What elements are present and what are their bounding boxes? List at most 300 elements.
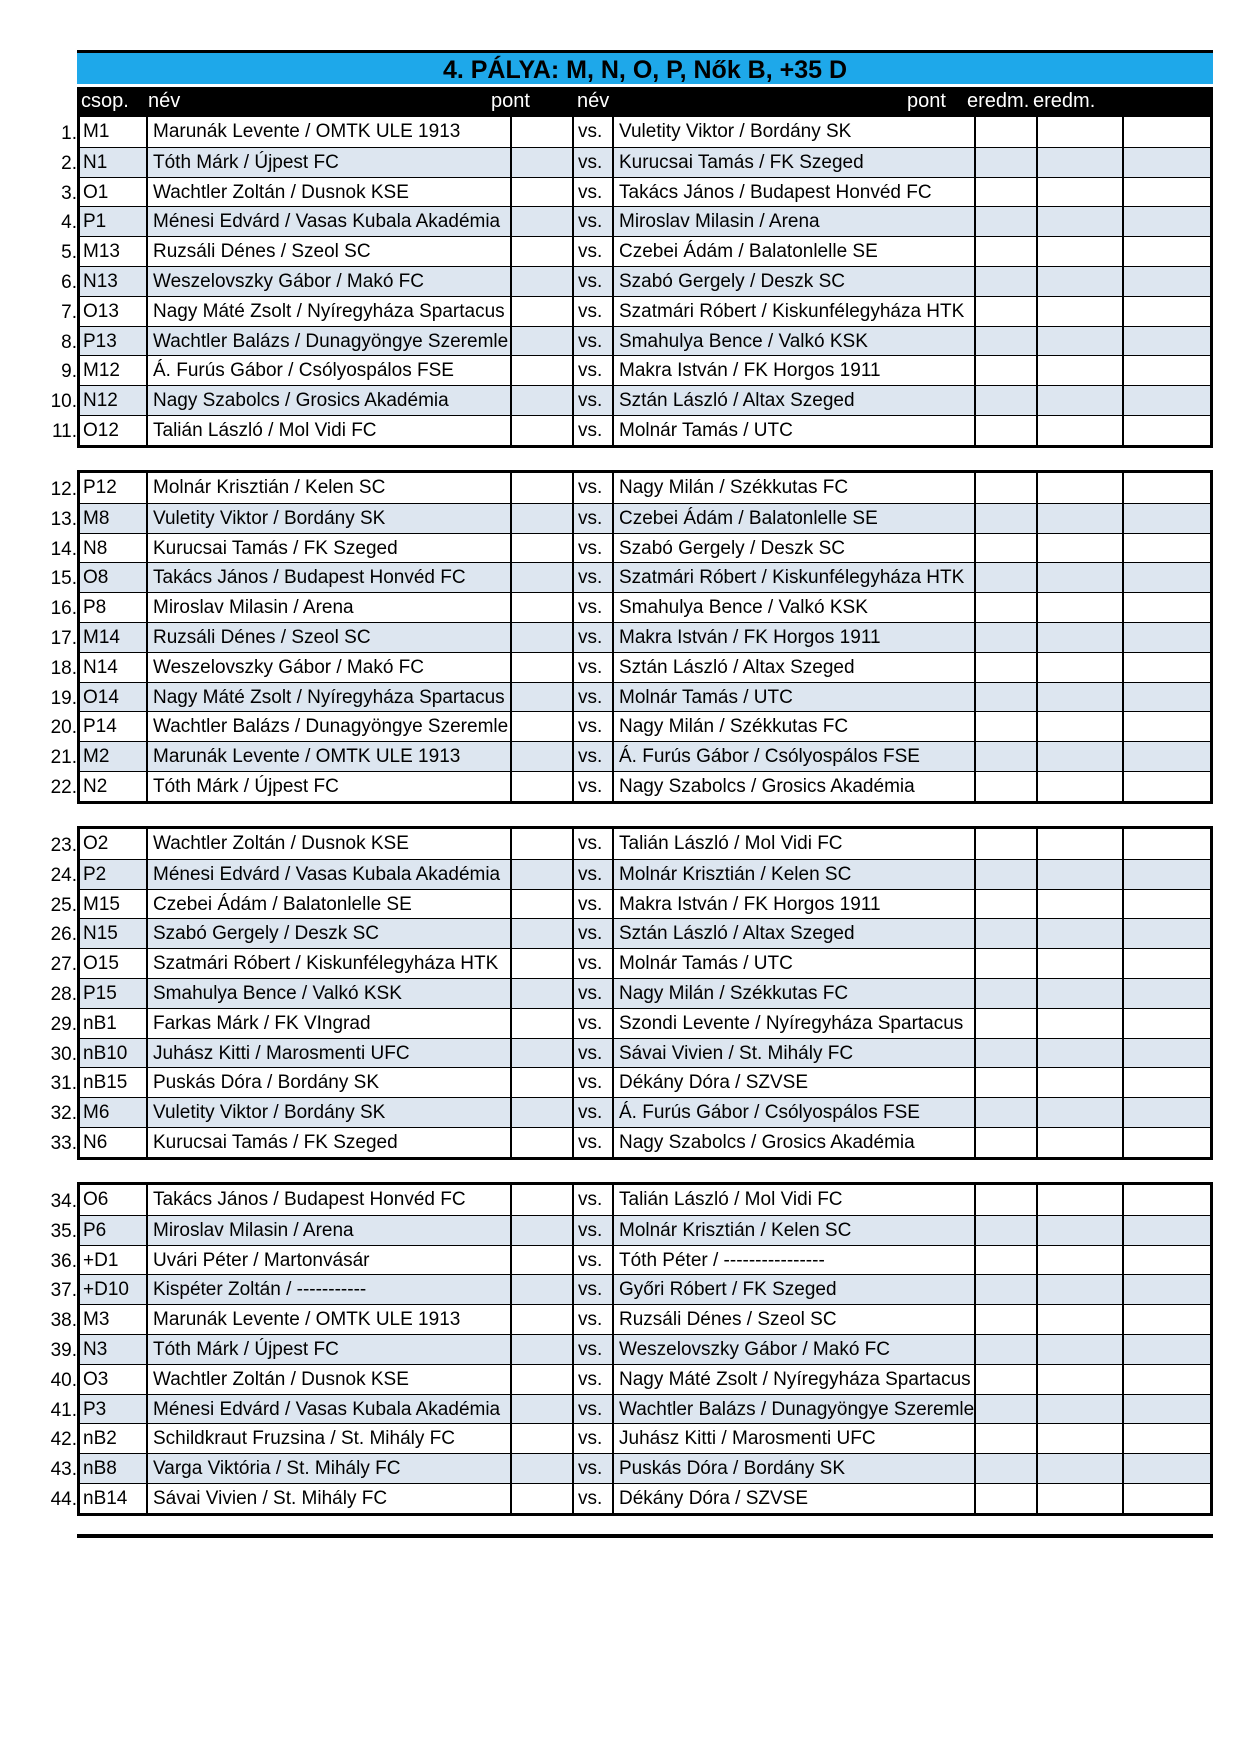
table-row [80,533,1210,563]
result-1-cell[interactable] [1036,473,1122,503]
group-cell: N13 [80,266,146,296]
group-cell: O14 [80,682,146,712]
table-row [80,1274,1210,1304]
result-1-cell[interactable] [1036,1097,1122,1127]
table-row [80,1334,1210,1364]
group-cell: M12 [80,355,146,385]
header-points-1: pont [491,90,530,112]
points-1-cell[interactable] [510,771,572,801]
result-2-cell[interactable] [1122,1185,1210,1215]
points-1-cell[interactable] [510,177,572,207]
player-1-cell: Vuletity Viktor / Bordány SK [146,503,510,533]
match-number: 35. [50,1220,77,1242]
points-1-cell[interactable] [510,948,572,978]
table-row [80,918,1210,948]
points-1-cell[interactable] [510,355,572,385]
player-2-cell: Czebei Ádám / Balatonlelle SE [612,236,974,266]
points-1-cell[interactable] [510,385,572,415]
points-1-cell[interactable] [510,147,572,177]
result-1-cell[interactable] [1036,385,1122,415]
player-1-cell: Farkas Márk / FK VIngrad [146,1008,510,1038]
points-2-cell[interactable] [974,236,1036,266]
points-1-cell[interactable] [510,592,572,622]
result-1-cell[interactable] [1036,592,1122,622]
points-2-cell[interactable] [974,206,1036,236]
group-cell: nB8 [80,1453,146,1483]
result-2-cell[interactable] [1122,266,1210,296]
points-1-cell[interactable] [510,236,572,266]
player-1-cell: Tóth Márk / Újpest FC [146,771,510,801]
player-2-cell: Á. Furús Gábor / Csólyospálos FSE [612,741,974,771]
group-cell: O8 [80,562,146,592]
points-2-cell[interactable] [974,711,1036,741]
player-2-cell: Talián László / Mol Vidi FC [612,829,974,859]
result-2-cell[interactable] [1122,533,1210,563]
result-2-cell[interactable] [1122,1394,1210,1424]
points-1-cell[interactable] [510,562,572,592]
result-2-cell[interactable] [1122,1423,1210,1453]
points-2-cell[interactable] [974,829,1036,859]
group-cell: N14 [80,652,146,682]
result-1-cell[interactable] [1036,1483,1122,1513]
player-2-cell: Szatmári Róbert / Kiskunfélegyháza HTK [612,562,974,592]
points-1-cell[interactable] [510,1334,572,1364]
player-1-cell: Tóth Márk / Újpest FC [146,147,510,177]
header-name-2: név [577,90,610,112]
result-2-cell[interactable] [1122,1038,1210,1068]
result-2-cell[interactable] [1122,1097,1210,1127]
points-2-cell[interactable] [974,1304,1036,1334]
points-1-cell[interactable] [510,266,572,296]
result-2-cell[interactable] [1122,1008,1210,1038]
points-2-cell[interactable] [974,1364,1036,1394]
points-1-cell[interactable] [510,206,572,236]
points-2-cell[interactable] [974,1423,1036,1453]
table-row [80,385,1210,415]
result-1-cell[interactable] [1036,355,1122,385]
table-row [80,622,1210,652]
points-2-cell[interactable] [974,1394,1036,1424]
points-2-cell[interactable] [974,682,1036,712]
vs-cell: vs. [572,1038,612,1068]
result-1-cell[interactable] [1036,1423,1122,1453]
table-row [80,889,1210,919]
match-number: 5. [61,242,77,264]
result-2-cell[interactable] [1122,1483,1210,1513]
match-number: 29. [50,1013,77,1035]
player-2-cell: Nagy Máté Zsolt / Nyíregyháza Spartacus [612,1364,974,1394]
match-number: 2. [61,152,77,174]
result-1-cell[interactable] [1036,266,1122,296]
header-name-1: név [148,90,181,112]
points-1-cell[interactable] [510,1274,572,1304]
result-2-cell[interactable] [1122,682,1210,712]
result-1-cell[interactable] [1036,503,1122,533]
result-1-cell[interactable] [1036,978,1122,1008]
player-2-cell: Vuletity Viktor / Bordány SK [612,117,974,147]
result-2-cell[interactable] [1122,177,1210,207]
vs-cell: vs. [572,741,612,771]
result-1-cell[interactable] [1036,1215,1122,1245]
match-number: 11. [51,421,77,442]
result-1-cell[interactable] [1036,1304,1122,1334]
points-2-cell[interactable] [974,117,1036,147]
result-1-cell[interactable] [1036,948,1122,978]
vs-cell: vs. [572,1245,612,1275]
points-1-cell[interactable] [510,622,572,652]
points-2-cell[interactable] [974,385,1036,415]
vs-cell: vs. [572,266,612,296]
points-1-cell[interactable] [510,533,572,563]
player-1-cell: Sávai Vivien / St. Mihály FC [146,1483,510,1513]
result-2-cell[interactable] [1122,859,1210,889]
match-number: 1. [61,123,77,144]
match-block [77,470,1213,804]
result-2-cell[interactable] [1122,1364,1210,1394]
group-cell: nB14 [80,1483,146,1513]
group-cell: M1 [83,121,110,142]
points-2-cell[interactable] [974,1274,1036,1304]
player-2-cell: Nagy Milán / Székkutas FC [612,978,974,1008]
points-1-cell[interactable] [510,473,572,503]
result-2-cell[interactable] [1122,592,1210,622]
result-1-cell[interactable] [1036,1127,1122,1157]
player-1-cell: Kurucsai Tamás / FK Szeged [146,533,510,563]
table-row [80,829,1210,859]
points-2-cell[interactable] [974,147,1036,177]
result-1-cell[interactable] [1036,859,1122,889]
group-cell: nB1 [80,1008,146,1038]
match-number: 44. [50,1489,77,1510]
result-2-cell[interactable] [1122,741,1210,771]
result-1-cell[interactable] [1036,1394,1122,1424]
player-1-cell: Miroslav Milasin / Arena [146,592,510,622]
result-1-cell[interactable] [1036,652,1122,682]
player-2-cell: Talián László / Mol Vidi FC [612,1185,974,1215]
result-2-cell[interactable] [1122,355,1210,385]
points-2-cell[interactable] [974,415,1036,445]
points-2-cell[interactable] [974,978,1036,1008]
result-2-cell[interactable] [1122,948,1210,978]
points-1-cell[interactable] [510,682,572,712]
match-number: 43. [50,1459,77,1481]
vs-cell: vs. [572,117,612,147]
result-2-cell[interactable] [1122,652,1210,682]
result-1-cell[interactable] [1036,682,1122,712]
player-2-cell: Szabó Gergely / Deszk SC [612,266,974,296]
points-1-cell[interactable] [510,296,572,326]
points-1-cell[interactable] [510,1008,572,1038]
table-row [80,473,1210,503]
points-2-cell[interactable] [974,503,1036,533]
result-1-cell[interactable] [1036,326,1122,356]
points-2-cell[interactable] [974,296,1036,326]
player-2-cell: Nagy Szabolcs / Grosics Akadémia [612,771,974,801]
result-1-cell[interactable] [1036,296,1122,326]
points-1-cell[interactable] [510,829,572,859]
group-cell: O3 [80,1364,146,1394]
result-1-cell[interactable] [1036,1274,1122,1304]
result-1-cell[interactable] [1036,236,1122,266]
points-1-cell[interactable] [510,711,572,741]
header-group: csop. [81,90,129,112]
player-2-cell: Dékány Dóra / SZVSE [612,1483,974,1513]
player-1-cell: Wachtler Balázs / Dunagyöngye Szeremle [146,326,510,356]
result-2-cell[interactable] [1122,296,1210,326]
match-number: 41. [50,1399,77,1421]
result-1-cell[interactable] [1036,1245,1122,1275]
result-1-cell[interactable] [1036,1008,1122,1038]
result-2-cell[interactable] [1122,503,1210,533]
table-row [80,1304,1210,1334]
points-2-cell[interactable] [974,622,1036,652]
points-1-cell[interactable] [510,1215,572,1245]
result-2-cell[interactable] [1122,562,1210,592]
player-1-cell: Kispéter Zoltán / ----------- [146,1274,510,1304]
bottom-divider [77,1534,1213,1538]
result-2-cell[interactable] [1122,326,1210,356]
points-2-cell[interactable] [974,177,1036,207]
points-1-cell[interactable] [510,1304,572,1334]
points-2-cell[interactable] [974,1245,1036,1275]
result-1-cell[interactable] [1036,562,1122,592]
result-1-cell[interactable] [1036,771,1122,801]
result-2-cell[interactable] [1122,918,1210,948]
group-cell: nB15 [80,1067,146,1097]
vs-cell: vs. [572,1067,612,1097]
points-1-cell[interactable] [510,1483,572,1513]
match-number: 14. [50,538,77,560]
table-row [80,562,1210,592]
points-2-cell[interactable] [974,771,1036,801]
result-1-cell[interactable] [1036,1453,1122,1483]
points-2-cell[interactable] [974,1334,1036,1364]
result-1-cell[interactable] [1036,415,1122,445]
player-2-cell: Takács János / Budapest Honvéd FC [612,177,974,207]
header-result-2: eredm. [1033,90,1096,112]
points-1-cell[interactable] [510,741,572,771]
result-2-cell[interactable] [1122,473,1210,503]
table-row [80,948,1210,978]
points-2-cell[interactable] [974,918,1036,948]
result-2-cell[interactable] [1122,415,1210,445]
result-2-cell[interactable] [1122,1334,1210,1364]
points-1-cell[interactable] [510,918,572,948]
points-1-cell[interactable] [510,1067,572,1097]
points-1-cell[interactable] [510,859,572,889]
vs-cell: vs. [572,918,612,948]
group-cell: P6 [80,1215,146,1245]
group-cell: P12 [83,477,117,498]
player-1-cell: Wachtler Balázs / Dunagyöngye Szeremle [146,711,510,741]
result-1-cell[interactable] [1036,741,1122,771]
vs-cell: vs. [572,533,612,563]
points-1-cell[interactable] [510,1185,572,1215]
player-2-cell: Miroslav Milasin / Arena [612,206,974,236]
group-cell: P8 [80,592,146,622]
result-1-cell[interactable] [1036,1185,1122,1215]
points-2-cell[interactable] [974,562,1036,592]
match-number: 31. [50,1073,77,1095]
player-2-cell: Czebei Ádám / Balatonlelle SE [612,503,974,533]
result-1-cell[interactable] [1036,177,1122,207]
result-2-cell[interactable] [1122,1245,1210,1275]
match-number: 32. [50,1103,77,1125]
result-2-cell[interactable] [1122,1127,1210,1157]
points-2-cell[interactable] [974,948,1036,978]
match-number: 19. [50,687,77,709]
result-2-cell[interactable] [1122,1274,1210,1304]
points-1-cell[interactable] [510,117,572,147]
group-cell: N12 [80,385,146,415]
result-2-cell[interactable] [1122,1453,1210,1483]
points-2-cell[interactable] [974,1097,1036,1127]
result-1-cell[interactable] [1036,117,1122,147]
group-cell: O15 [80,948,146,978]
result-2-cell[interactable] [1122,771,1210,801]
result-1-cell[interactable] [1036,1038,1122,1068]
result-1-cell[interactable] [1036,829,1122,859]
result-2-cell[interactable] [1122,236,1210,266]
points-2-cell[interactable] [974,1185,1036,1215]
points-2-cell[interactable] [974,1038,1036,1068]
result-2-cell[interactable] [1122,1215,1210,1245]
vs-cell: vs. [572,1008,612,1038]
result-1-cell[interactable] [1036,147,1122,177]
group-cell: N3 [80,1334,146,1364]
vs-cell: vs. [572,177,612,207]
result-2-cell[interactable] [1122,117,1210,147]
vs-cell: vs. [572,889,612,919]
player-2-cell: Sztán László / Altax Szeged [612,385,974,415]
match-number: 16. [50,598,77,620]
player-1-cell: Ruzsáli Dénes / Szeol SC [146,622,510,652]
vs-cell: vs. [572,1274,612,1304]
points-1-cell[interactable] [510,1127,572,1157]
player-2-cell: Tóth Péter / ---------------- [612,1245,974,1275]
group-cell: O6 [83,1189,109,1210]
vs-cell: vs. [572,503,612,533]
result-2-cell[interactable] [1122,978,1210,1008]
points-1-cell[interactable] [510,1364,572,1394]
result-1-cell[interactable] [1036,1364,1122,1394]
group-cell: O12 [80,415,146,445]
points-2-cell[interactable] [974,859,1036,889]
table-row [80,236,1210,266]
group-cell: P2 [80,859,146,889]
match-number: 8. [61,331,77,353]
points-2-cell[interactable] [974,266,1036,296]
player-1-cell: Szatmári Róbert / Kiskunfélegyháza HTK [146,948,510,978]
vs-cell: vs. [572,771,612,801]
points-2-cell[interactable] [974,592,1036,622]
points-2-cell[interactable] [974,473,1036,503]
result-2-cell[interactable] [1122,1067,1210,1097]
result-1-cell[interactable] [1036,889,1122,919]
match-number: 27. [50,954,77,976]
points-1-cell[interactable] [510,1245,572,1275]
match-number: 13. [50,508,77,530]
points-2-cell[interactable] [974,1127,1036,1157]
points-1-cell[interactable] [510,326,572,356]
points-2-cell[interactable] [974,889,1036,919]
points-2-cell[interactable] [974,1483,1036,1513]
points-2-cell[interactable] [974,652,1036,682]
player-2-cell: Wachtler Balázs / Dunagyöngye Szeremle [612,1394,974,1424]
result-2-cell[interactable] [1122,829,1210,859]
points-1-cell[interactable] [510,889,572,919]
table-row [80,117,1210,147]
points-1-cell[interactable] [510,503,572,533]
result-2-cell[interactable] [1122,711,1210,741]
result-2-cell[interactable] [1122,622,1210,652]
table-row [80,592,1210,622]
points-1-cell[interactable] [510,415,572,445]
match-number: 33. [50,1133,77,1154]
result-1-cell[interactable] [1036,206,1122,236]
points-1-cell[interactable] [510,652,572,682]
result-1-cell[interactable] [1036,1067,1122,1097]
points-2-cell[interactable] [974,355,1036,385]
table-row [80,978,1210,1008]
group-cell: P1 [80,206,146,236]
vs-cell: vs. [572,1394,612,1424]
points-2-cell[interactable] [974,1215,1036,1245]
result-1-cell[interactable] [1036,711,1122,741]
points-1-cell[interactable] [510,1453,572,1483]
points-1-cell[interactable] [510,1423,572,1453]
result-2-cell[interactable] [1122,1304,1210,1334]
player-2-cell: Molnár Krisztián / Kelen SC [612,1215,974,1245]
points-1-cell[interactable] [510,1394,572,1424]
result-2-cell[interactable] [1122,385,1210,415]
player-2-cell: Á. Furús Gábor / Csólyospálos FSE [612,1097,974,1127]
vs-cell: vs. [572,355,612,385]
group-cell: P3 [80,1394,146,1424]
points-1-cell[interactable] [510,1038,572,1068]
result-1-cell[interactable] [1036,1334,1122,1364]
match-number: 4. [61,212,77,234]
group-cell: M8 [80,503,146,533]
points-1-cell[interactable] [510,1097,572,1127]
points-2-cell[interactable] [974,741,1036,771]
group-cell: M13 [80,236,146,266]
match-number: 10. [50,391,77,413]
points-2-cell[interactable] [974,326,1036,356]
result-2-cell[interactable] [1122,147,1210,177]
table-row [80,147,1210,177]
player-1-cell: Szabó Gergely / Deszk SC [146,918,510,948]
result-1-cell[interactable] [1036,918,1122,948]
result-1-cell[interactable] [1036,622,1122,652]
player-2-cell: Kurucsai Tamás / FK Szeged [612,147,974,177]
result-1-cell[interactable] [1036,533,1122,563]
match-number: 34. [50,1191,77,1212]
result-2-cell[interactable] [1122,206,1210,236]
player-1-cell: Miroslav Milasin / Arena [146,1215,510,1245]
player-1-cell: Schildkraut Fruzsina / St. Mihály FC [146,1423,510,1453]
points-2-cell[interactable] [974,533,1036,563]
match-block [77,826,1213,1160]
match-number: 37. [50,1280,77,1302]
result-2-cell[interactable] [1122,889,1210,919]
points-2-cell[interactable] [974,1067,1036,1097]
points-2-cell[interactable] [974,1453,1036,1483]
points-1-cell[interactable] [510,978,572,1008]
vs-cell: vs. [572,562,612,592]
points-2-cell[interactable] [974,1008,1036,1038]
match-number: 25. [50,894,77,916]
